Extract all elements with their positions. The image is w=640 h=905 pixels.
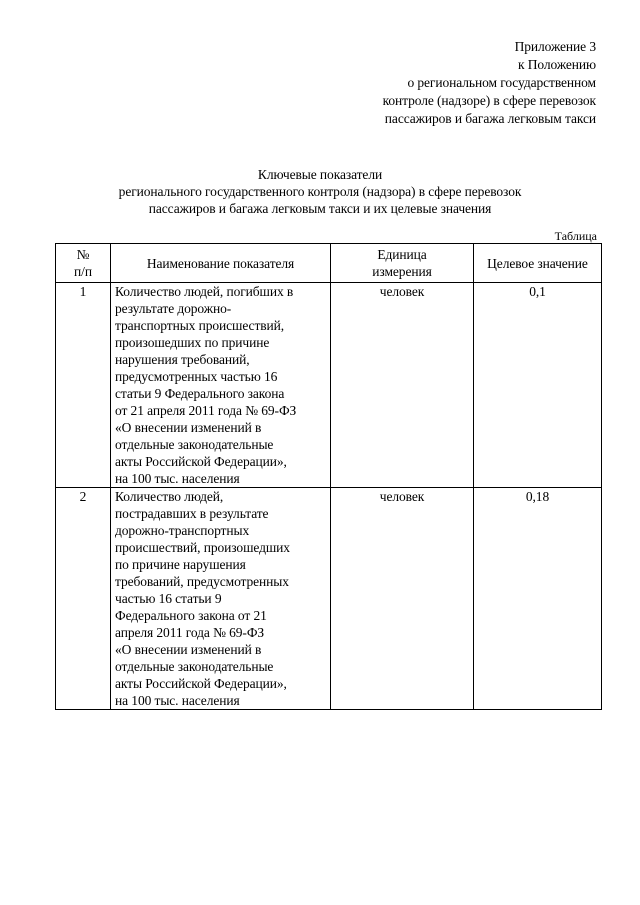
unit-of-measure: человек [331, 488, 474, 710]
header-name: Наименование показателя [111, 244, 331, 283]
table-caption: Таблица [554, 229, 597, 243]
header-unit [331, 244, 474, 283]
appendix-line: контроле (надзоре) в сфере перевозок [382, 93, 596, 108]
indicator-name-line: требований, предусмотренных [115, 574, 289, 589]
target-value: 0,1 [474, 283, 602, 488]
indicator-name-line: Количество людей, погибших в [115, 284, 294, 299]
appendix-line: о региональном государственном [407, 75, 596, 90]
unit-of-measure: человек [331, 283, 474, 488]
indicator-name-line: пострадавших в результате [115, 506, 269, 521]
title-line: пассажиров и багажа легковым такси и их целевые значения [148, 201, 492, 216]
title-line: Ключевые показатели [257, 167, 383, 182]
indicator-name-line: Количество людей, [115, 489, 224, 504]
table-body [56, 283, 602, 710]
indicator-name-line: «О внесении изменений в [115, 420, 262, 435]
indicators-table [55, 243, 602, 710]
appendix-reference [383, 38, 596, 128]
table-row [56, 488, 602, 710]
indicator-name-line: нарушения требований, [115, 352, 250, 367]
title-line: регионального государственного контроля (надзора) в сфере перевозок [118, 184, 522, 199]
appendix-line: пассажиров и багажа легковым такси [384, 111, 596, 126]
appendix-line: Приложение 3 [514, 39, 596, 54]
table-row [56, 283, 602, 488]
header-num-line: № [76, 247, 90, 262]
target-value: 0,18 [474, 488, 602, 710]
indicator-name-line: по причине нарушения [115, 557, 246, 572]
header-unit-line: Единица [377, 247, 427, 262]
indicator-name-line: на 100 тыс. населения [115, 471, 240, 486]
indicator-name-line: акты Российской Федерации», [115, 676, 287, 691]
table-header-row [56, 244, 602, 283]
indicator-name [111, 283, 331, 488]
indicator-name-line: произошедших по причине [115, 335, 270, 350]
appendix-line: к Положению [518, 57, 596, 72]
header-unit-line: измерения [372, 264, 432, 279]
document-title [40, 166, 600, 217]
indicator-name-line: апреля 2011 года № 69-ФЗ [115, 625, 265, 640]
row-number: 1 [56, 283, 111, 488]
indicator-name-line: от 21 апреля 2011 года № 69-ФЗ [115, 403, 297, 418]
indicator-name [111, 488, 331, 710]
indicator-name-line: частью 16 статьи 9 [115, 591, 222, 606]
indicator-name-line: статьи 9 Федерального закона [115, 386, 285, 401]
header-num [56, 244, 111, 283]
indicator-name-line: предусмотренных частью 16 [115, 369, 278, 384]
indicator-name-line: на 100 тыс. населения [115, 693, 240, 708]
indicator-name-line: отдельные законодательные [115, 659, 274, 674]
indicator-name-line: происшествий, произошедших [115, 540, 290, 555]
indicator-name-line: «О внесении изменений в [115, 642, 262, 657]
header-num-line: п/п [74, 264, 92, 279]
indicator-name-line: результате дорожно- [115, 301, 232, 316]
indicator-name-line: акты Российской Федерации», [115, 454, 287, 469]
indicator-name-line: отдельные законодательные [115, 437, 274, 452]
header-target: Целевое значение [474, 244, 602, 283]
indicator-name-line: дорожно-транспортных [115, 523, 250, 538]
indicator-name-line: транспортных происшествий, [115, 318, 285, 333]
row-number: 2 [56, 488, 111, 710]
indicator-name-line: Федерального закона от 21 [115, 608, 267, 623]
